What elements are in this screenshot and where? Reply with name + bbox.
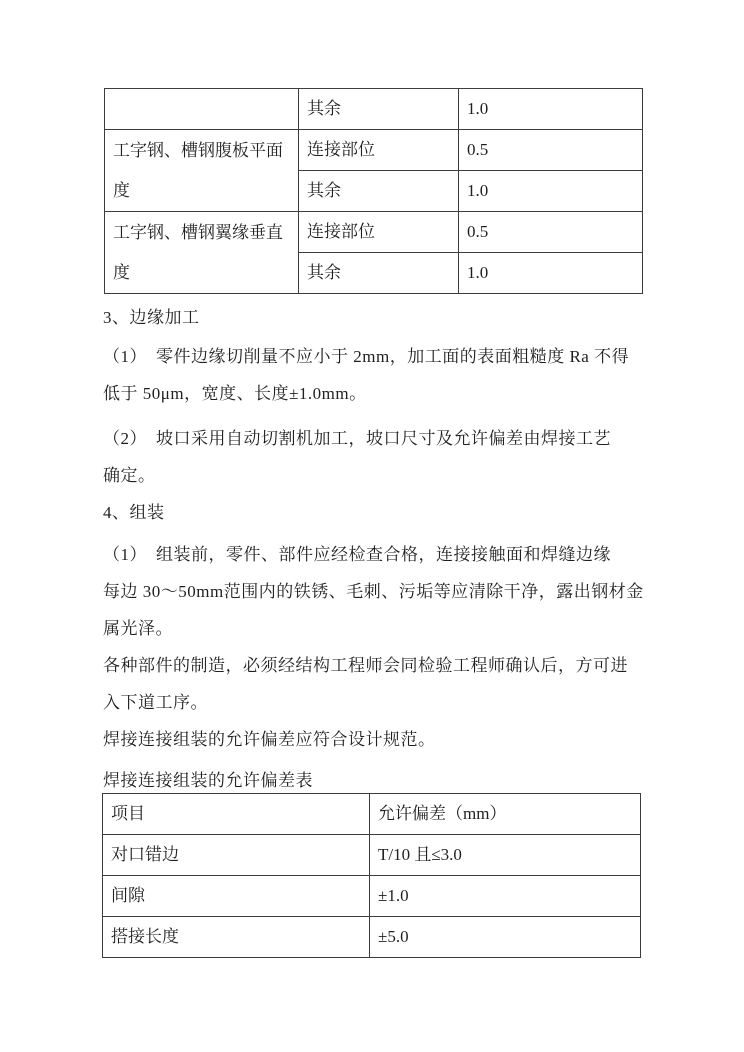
text-line: 属光泽。: [103, 619, 173, 638]
table-row: [103, 917, 641, 958]
cell-item: 间隙: [103, 876, 370, 917]
section-heading-edge-processing: 3、边缘加工: [103, 308, 200, 327]
cell-location: 其余: [299, 89, 459, 130]
cell-allowed-deviation: T/10 且≤3.0: [370, 835, 641, 876]
table-row: [105, 212, 643, 253]
cell-allowed-deviation: ±1.0: [370, 876, 641, 917]
text-line: （2） 坡口采用自动切割机加工，坡口尺寸及允许偏差由焊接工艺: [103, 429, 611, 448]
text-line: （1） 组装前，零件、部件应经检查合格，连接接触面和焊缝边缘: [103, 545, 611, 564]
cell-location: 其余: [299, 171, 459, 212]
cell-item: 搭接长度: [103, 917, 370, 958]
cell-tolerance: 1.0: [459, 253, 643, 294]
text-line: 各种部件的制造，必须经结构工程师会同检验工程师确认后，方可进: [103, 656, 628, 675]
header-cell-allowed-deviation: 允许偏差（mm）: [370, 794, 641, 835]
text-line: 每边 30～50mm范围内的铁锈、毛刺、污垢等应清除干净，露出钢材金: [103, 582, 644, 601]
document-body-text: [103, 288, 683, 799]
table-caption: 焊接连接组装的允许偏差表: [103, 771, 313, 790]
table-row: [103, 835, 641, 876]
table-row: [103, 876, 641, 917]
text-line: 低于 50μm，宽度、长度±1.0mm。: [103, 384, 367, 403]
cell-tolerance: 0.5: [459, 212, 643, 253]
weld-assembly-tolerance-table: [102, 793, 641, 958]
cell-category: 工字钢、槽钢翼缘垂直度: [105, 212, 299, 294]
cell-tolerance: 1.0: [459, 171, 643, 212]
table-row: [105, 89, 643, 130]
cell-allowed-deviation: ±5.0: [370, 917, 641, 958]
cell-tolerance: 0.5: [459, 130, 643, 171]
table-header-row: [103, 794, 641, 835]
profile-flatness-tolerance-table: [104, 88, 643, 294]
cell-category-empty: [105, 89, 299, 130]
section-heading-assembly: 4、组装: [103, 503, 165, 522]
text-line: （1） 零件边缘切削量不应小于 2mm，加工面的表面粗糙度 Ra 不得: [103, 347, 630, 366]
cell-location: 连接部位: [299, 130, 459, 171]
cell-category: 工字钢、槽钢腹板平面度: [105, 130, 299, 212]
cell-tolerance: 1.0: [459, 89, 643, 130]
cell-item: 对口错边: [103, 835, 370, 876]
text-line: 焊接连接组装的允许偏差应符合设计规范。: [103, 730, 436, 749]
text-line: 入下道工序。: [103, 693, 208, 712]
text-line: 确定。: [103, 466, 156, 485]
cell-location: 其余: [299, 253, 459, 294]
table-row: [105, 130, 643, 171]
cell-location: 连接部位: [299, 212, 459, 253]
header-cell-item: 项目: [103, 794, 370, 835]
